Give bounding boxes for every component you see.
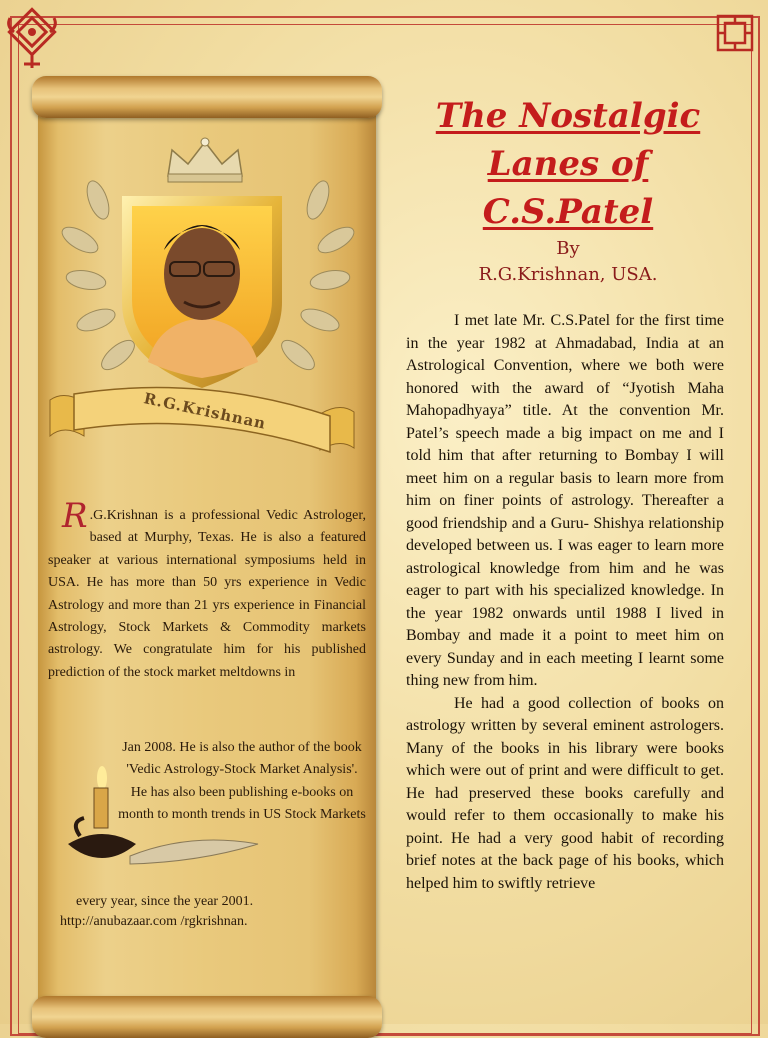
title-line-2: Lanes of bbox=[487, 144, 649, 184]
author-bio-continued: Jan 2008. He is also the author of the book 'Vedic Astrology-Stock Market Analysis'. He has also been publishing e-books on month to month trends in US Stock Markets bbox=[118, 740, 366, 823]
title-line-3: C.S.Patel bbox=[482, 192, 654, 232]
article-body bbox=[406, 310, 724, 895]
scroll-top-roll bbox=[32, 76, 382, 118]
endless-knot-icon bbox=[2, 6, 62, 72]
article-title bbox=[418, 92, 718, 236]
article-paragraph-1: I met late Mr. C.S.Patel for the first time in the year 1982 at Ahmadabad, India at an Astrological Convention, where we both were honored with the award of “Jyotish Maha Mahopadhyaya” title. At the convention Mr. Patel’s speech made a big impact on me and I told him that after returning to Bombay I will meet him on a regular basis to learn more from him on finer points of astrology. Thereafter a good friendship and a Guru- Shishya relationship developed between us. I was eager to learn more astrological knowledge from him and he was eager to part with his specialized knowledge. In the year 1982 onwards until 1988 I lived in Bombay and made it a point to meet him on every Sunday and in each meeting I learnt some thing new from him. bbox=[406, 312, 724, 689]
author-bio-tail bbox=[60, 892, 360, 932]
portrait-shield bbox=[118, 192, 286, 390]
article-paragraph-2: He had a good collection of books on astrology written by several eminent astrologers. Many of the books in his library were books which were out of print and were difficult to get. He had preserved these books carefully and would refer to them occasionally to make his point. He had a very good habit of recording brief notes at the back page of his books, which helped him to swiftly retrieve bbox=[406, 694, 724, 892]
byline-by: By bbox=[556, 238, 580, 259]
crown-icon bbox=[162, 136, 248, 186]
byline bbox=[418, 236, 718, 288]
name-ribbon bbox=[44, 380, 360, 460]
bio-dropcap: R bbox=[62, 496, 88, 536]
author-bio bbox=[48, 496, 366, 684]
bio-main-text: .G.Krishnan is a professional Vedic Astrologer, based at Murphy, Texas. He is also a featured speaker at various international symposiums held in USA. He has more than 50 yrs experience in Vedic Astrology and more than 21 yrs experience in Financial Astrology, Stock Markets & Commodity markets astrology. We congratulate him for his published prediction of the stock market meltdowns in bbox=[48, 508, 366, 680]
byline-author: R.G.Krishnan, USA. bbox=[478, 264, 658, 285]
bio-website: http://anubazaar.com /rgkrishnan. bbox=[60, 914, 248, 929]
name-ribbon-label: R.G.Krishnan bbox=[142, 389, 268, 433]
corner-knot-icon bbox=[714, 12, 756, 54]
bio-since-year: every year, since the year 2001. bbox=[76, 894, 254, 909]
scroll-bottom-roll bbox=[32, 996, 382, 1038]
title-line-1: The Nostalgic bbox=[435, 96, 701, 136]
